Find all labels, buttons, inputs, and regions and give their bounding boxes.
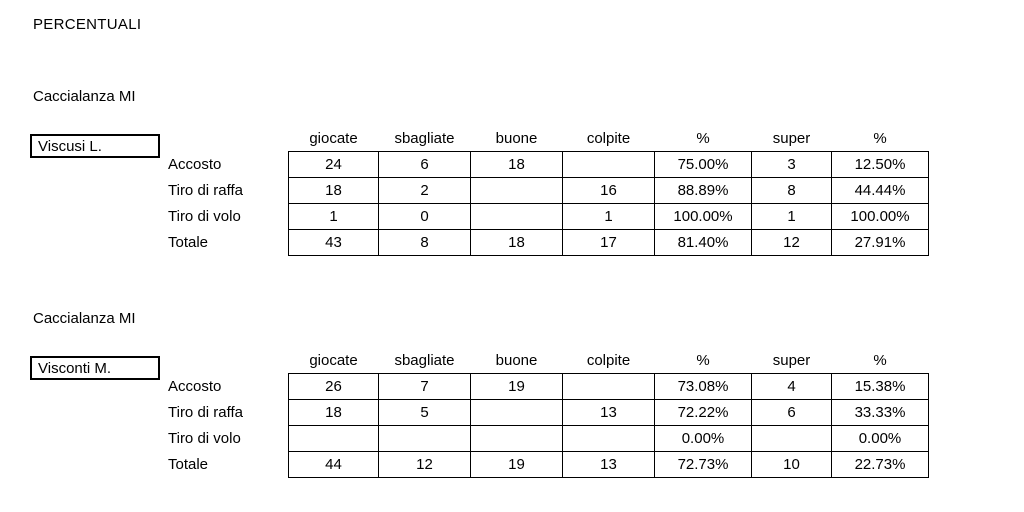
- cell-super: [752, 426, 832, 452]
- cell-percent-1: 72.22%: [655, 400, 752, 426]
- row-label: Tiro di raffa: [168, 182, 244, 199]
- cell-percent-2: 15.38%: [832, 374, 929, 400]
- table-header-row: [160, 348, 929, 374]
- player-name-box: [30, 134, 160, 158]
- row-label: Tiro di volo: [168, 430, 241, 447]
- cell-buone: [471, 178, 563, 204]
- column-header-percent-2: %: [873, 130, 887, 147]
- table-header-row: [160, 126, 929, 152]
- player-name: Visconti M.: [38, 359, 112, 377]
- column-header-percent-1: %: [696, 352, 710, 369]
- column-header-super: super: [772, 352, 811, 369]
- table-row: [160, 374, 929, 400]
- cell-sbagliate: 6: [379, 152, 471, 178]
- table-row: [160, 152, 929, 178]
- cell-percent-1: 100.00%: [655, 204, 752, 230]
- cell-percent-2: 100.00%: [832, 204, 929, 230]
- cell-colpite: [563, 374, 655, 400]
- cell-giocate: 18: [289, 400, 379, 426]
- cell-buone: 18: [471, 230, 563, 256]
- cell-percent-2: 22.73%: [832, 452, 929, 478]
- cell-percent-2: 44.44%: [832, 178, 929, 204]
- club-name: Caccialanza MI: [33, 88, 136, 105]
- cell-colpite: 1: [563, 204, 655, 230]
- cell-buone: 18: [471, 152, 563, 178]
- header-spacer: [160, 348, 289, 374]
- column-header-colpite: colpite: [586, 130, 631, 147]
- row-label: Tiro di volo: [168, 208, 241, 225]
- cell-sbagliate: 8: [379, 230, 471, 256]
- cell-super: 6: [752, 400, 832, 426]
- table-row-total: [160, 452, 929, 478]
- cell-giocate: 26: [289, 374, 379, 400]
- column-header-giocate: giocate: [309, 352, 358, 369]
- row-label: Accosto: [168, 156, 222, 173]
- cell-super: 1: [752, 204, 832, 230]
- cell-sbagliate: 5: [379, 400, 471, 426]
- column-header-colpite: colpite: [586, 352, 631, 369]
- cell-percent-1: 0.00%: [655, 426, 752, 452]
- cell-sbagliate: 7: [379, 374, 471, 400]
- cell-super: 10: [752, 452, 832, 478]
- cell-colpite: 13: [563, 400, 655, 426]
- cell-buone: [471, 400, 563, 426]
- cell-percent-2: 0.00%: [832, 426, 929, 452]
- row-label: Tiro di raffa: [168, 404, 244, 421]
- table-row: [160, 204, 929, 230]
- cell-percent-2: 12.50%: [832, 152, 929, 178]
- cell-buone: [471, 204, 563, 230]
- cell-percent-1: 81.40%: [655, 230, 752, 256]
- cell-colpite: 13: [563, 452, 655, 478]
- column-header-giocate: giocate: [309, 130, 358, 147]
- table-row: [160, 400, 929, 426]
- column-header-sbagliate: sbagliate: [394, 130, 455, 147]
- cell-giocate: 44: [289, 452, 379, 478]
- table-row: [160, 426, 929, 452]
- row-label: Totale: [168, 234, 209, 251]
- table-row: [160, 178, 929, 204]
- table-row-total: [160, 230, 929, 256]
- stats-table: [160, 126, 929, 256]
- cell-percent-1: 75.00%: [655, 152, 752, 178]
- column-header-percent-1: %: [696, 130, 710, 147]
- column-header-buone: buone: [495, 352, 538, 369]
- cell-percent-1: 72.73%: [655, 452, 752, 478]
- cell-super: 8: [752, 178, 832, 204]
- cell-colpite: 17: [563, 230, 655, 256]
- row-label: Totale: [168, 456, 209, 473]
- header-spacer: [160, 126, 289, 152]
- cell-sbagliate: [379, 426, 471, 452]
- column-header-sbagliate: sbagliate: [394, 352, 455, 369]
- cell-giocate: 43: [289, 230, 379, 256]
- page-title: PERCENTUALI: [33, 16, 142, 33]
- cell-colpite: [563, 152, 655, 178]
- player-name: Viscusi L.: [38, 137, 102, 155]
- column-header-percent-2: %: [873, 352, 887, 369]
- cell-colpite: 16: [563, 178, 655, 204]
- cell-percent-2: 27.91%: [832, 230, 929, 256]
- cell-giocate: 18: [289, 178, 379, 204]
- cell-sbagliate: 0: [379, 204, 471, 230]
- cell-giocate: 1: [289, 204, 379, 230]
- cell-percent-1: 88.89%: [655, 178, 752, 204]
- cell-sbagliate: 2: [379, 178, 471, 204]
- cell-colpite: [563, 426, 655, 452]
- cell-sbagliate: 12: [379, 452, 471, 478]
- cell-giocate: 24: [289, 152, 379, 178]
- cell-super: 12: [752, 230, 832, 256]
- cell-super: 4: [752, 374, 832, 400]
- cell-giocate: [289, 426, 379, 452]
- row-label: Accosto: [168, 378, 222, 395]
- cell-buone: [471, 426, 563, 452]
- column-header-buone: buone: [495, 130, 538, 147]
- column-header-super: super: [772, 130, 811, 147]
- cell-buone: 19: [471, 374, 563, 400]
- club-name: Caccialanza MI: [33, 310, 136, 327]
- cell-percent-1: 73.08%: [655, 374, 752, 400]
- cell-super: 3: [752, 152, 832, 178]
- player-name-box: [30, 356, 160, 380]
- cell-buone: 19: [471, 452, 563, 478]
- stats-table: [160, 348, 929, 478]
- cell-percent-2: 33.33%: [832, 400, 929, 426]
